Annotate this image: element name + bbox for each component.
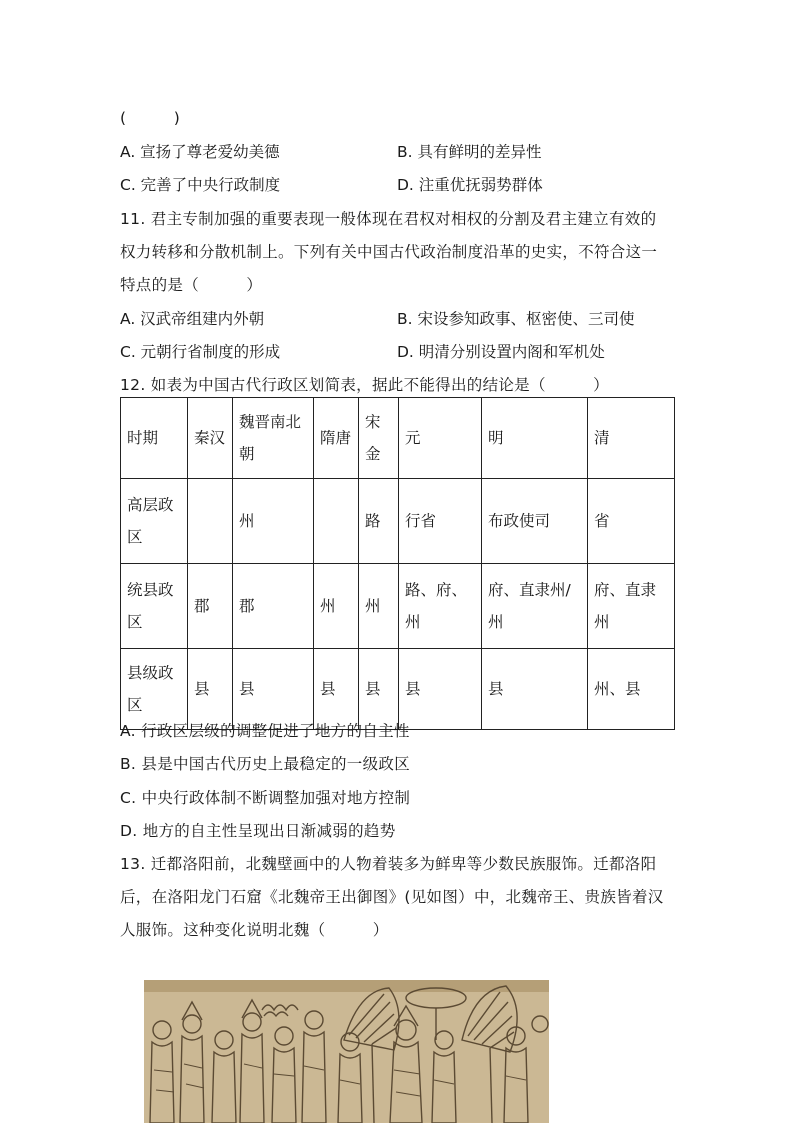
table-cell: 县 <box>233 649 314 730</box>
table-cell: 州 <box>359 564 399 649</box>
table-cell <box>188 479 233 564</box>
q12-option-d[interactable]: D. 地方的自主性呈现出日渐减弱的趋势 <box>120 822 396 840</box>
table-cell: 县 <box>359 649 399 730</box>
table-cell: 州、县 <box>588 649 675 730</box>
table-header-cell: 秦汉 <box>188 398 233 479</box>
table-cell: 府、直隶州 <box>588 564 675 649</box>
table-cell: 郡 <box>233 564 314 649</box>
q13-stem-line1: 13. 迁都洛阳前，北魏壁画中的人物着装多为鲜卑等少数民族服饰。迁都洛阳 <box>120 855 657 873</box>
q12-option-a[interactable]: A. 行政区层级的调整促进了地方的自主性 <box>120 722 410 740</box>
q10-option-a[interactable]: A. 宣扬了尊老爱幼美德 <box>120 143 280 161</box>
table-row <box>121 649 675 730</box>
q13-stem-line2: 后，在洛阳龙门石窟《北魏帝王出御图》(见如图）中，北魏帝王、贵族皆着汉 <box>120 888 664 906</box>
q10-answer-blank: ( ) <box>120 109 181 127</box>
table-cell: 省 <box>588 479 675 564</box>
table-cell: 路、府、州 <box>399 564 482 649</box>
q11-option-b[interactable]: B. 宋设参知政事、枢密使、三司使 <box>397 310 635 328</box>
table-cell: 县 <box>399 649 482 730</box>
table-cell: 布政使司 <box>482 479 588 564</box>
q12-stem: 12. 如表为中国古代行政区划简表，据此不能得出的结论是（ ） <box>120 376 609 394</box>
q11-option-a[interactable]: A. 汉武帝组建内外朝 <box>120 310 265 328</box>
table-cell: 高层政区 <box>121 479 188 564</box>
table-cell: 县 <box>188 649 233 730</box>
table-cell: 州 <box>233 479 314 564</box>
q10-option-b[interactable]: B. 具有鲜明的差异性 <box>397 143 542 161</box>
table-cell: 郡 <box>188 564 233 649</box>
table-row <box>121 564 675 649</box>
table-header-cell: 时期 <box>121 398 188 479</box>
table-cell: 县级政区 <box>121 649 188 730</box>
q11-stem-line2: 权力转移和分散机制上。下列有关中国古代政治制度沿革的史实，不符合这一 <box>120 243 658 261</box>
table-header-cell: 元 <box>399 398 482 479</box>
table-header-cell: 隋唐 <box>314 398 359 479</box>
q10-option-d[interactable]: D. 注重优抚弱势群体 <box>397 176 543 194</box>
table-header-row <box>121 398 675 479</box>
q13-stem-line3: 人服饰。这种变化说明北魏（ ） <box>120 921 389 939</box>
q10-option-c[interactable]: C. 完善了中央行政制度 <box>120 176 281 194</box>
table-cell: 州 <box>314 564 359 649</box>
table-cell: 路 <box>359 479 399 564</box>
admin-division-table <box>120 397 675 730</box>
table-cell: 府、直隶州/州 <box>482 564 588 649</box>
q11-option-d[interactable]: D. 明清分别设置内阁和军机处 <box>397 343 605 361</box>
q11-stem-line1: 11. 君主专制加强的重要表现一般体现在君权对相权的分割及君主建立有效的 <box>120 210 657 228</box>
table-cell: 县 <box>482 649 588 730</box>
table-cell <box>314 479 359 564</box>
table-row <box>121 479 675 564</box>
relief-illustration <box>144 980 549 1123</box>
table-header-cell: 魏晋南北朝 <box>233 398 314 479</box>
q11-stem-line3: 特点的是（ ） <box>120 276 263 294</box>
table-header-cell: 宋金 <box>359 398 399 479</box>
table-cell: 县 <box>314 649 359 730</box>
table-cell: 统县政区 <box>121 564 188 649</box>
q12-option-c[interactable]: C. 中央行政体制不断调整加强对地方控制 <box>120 789 411 807</box>
table-header-cell: 明 <box>482 398 588 479</box>
northern-wei-relief-image <box>144 980 549 1123</box>
table-cell: 行省 <box>399 479 482 564</box>
q12-option-b[interactable]: B. 县是中国古代历史上最稳定的一级政区 <box>120 755 410 773</box>
table-header-cell: 清 <box>588 398 675 479</box>
q11-option-c[interactable]: C. 元朝行省制度的形成 <box>120 343 281 361</box>
